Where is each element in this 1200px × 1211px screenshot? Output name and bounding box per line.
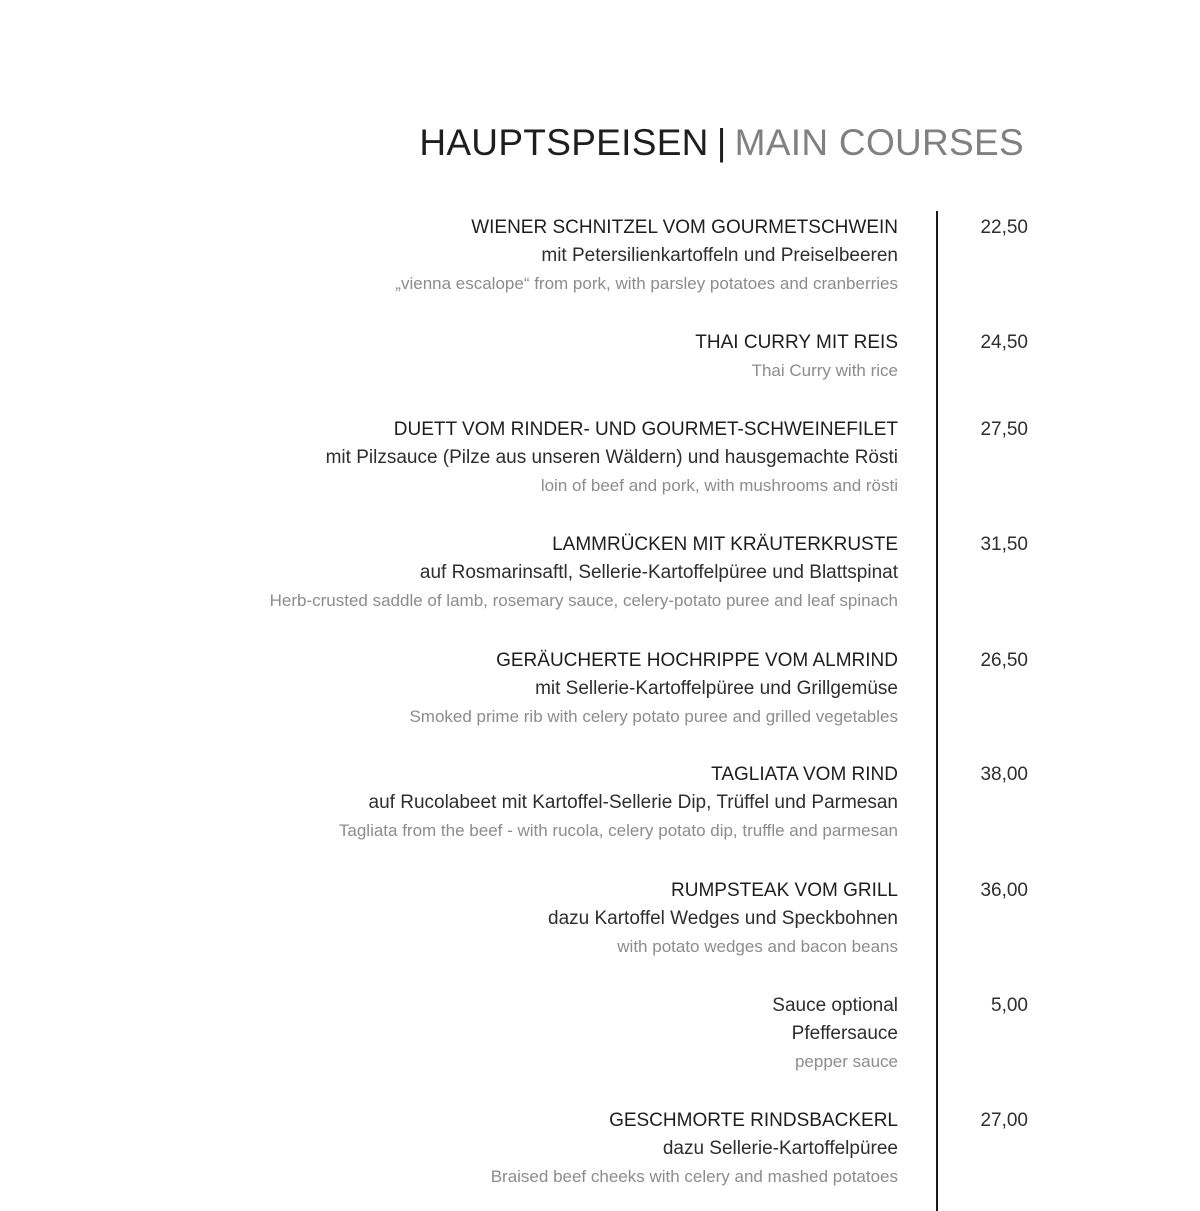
dish-description-en: Smoked prime rib with celery potato puree and grilled vegetables xyxy=(409,707,898,726)
dish-name: WIENER SCHNITZEL VOM GOURMETSCHWEIN xyxy=(471,217,898,238)
menu-item-description xyxy=(409,647,898,731)
dish-description-de: mit Sellerie-Kartoffelpüree und Grillgemüse xyxy=(535,678,898,699)
menu-item-rumpsteak xyxy=(100,877,1100,967)
dish-name: DUETT VOM RINDER- UND GOURMET-SCHWEINEFILET xyxy=(393,419,898,440)
dish-description-de: Pfeffersauce xyxy=(791,1023,898,1044)
dish-description-de: dazu Sellerie-Kartoffelpüree xyxy=(662,1138,898,1159)
dish-price: 27,50 xyxy=(980,419,1028,440)
title-separator: | xyxy=(716,122,727,163)
dish-name: TAGLIATA VOM RIND xyxy=(711,764,898,785)
dish-description-en: pepper sauce xyxy=(794,1052,898,1071)
menu-item-sauce-optional xyxy=(100,992,1100,1082)
title-english: MAIN COURSES xyxy=(734,122,1024,163)
title-german: HAUPTSPEISEN xyxy=(419,122,709,163)
dish-description-en: loin of beef and pork, with mushrooms and rösti xyxy=(540,476,898,495)
dish-name: GESCHMORTE RINDSBACKERL xyxy=(609,1110,898,1131)
menu-item-tagliata xyxy=(100,761,1100,851)
menu-item-description xyxy=(548,877,898,961)
menu-item-description xyxy=(326,416,898,500)
menu-item-description xyxy=(395,214,898,298)
dish-name: RUMPSTEAK VOM GRILL xyxy=(671,880,898,901)
dish-price: 27,00 xyxy=(980,1110,1028,1131)
dish-description-de: mit Pilzsauce (Pilze aus unseren Wäldern) und hausgemachte Rösti xyxy=(325,447,898,468)
dish-price: 5,00 xyxy=(991,995,1028,1016)
dish-description-en: Braised beef cheeks with celery and mashed potatoes xyxy=(490,1167,898,1186)
menu-item-description xyxy=(772,992,898,1076)
menu-item-description xyxy=(270,531,898,615)
menu-item-description xyxy=(695,329,898,385)
page-title xyxy=(419,122,1024,164)
dish-description-de: dazu Kartoffel Wedges und Speckbohnen xyxy=(548,908,898,929)
dish-name: LAMMRÜCKEN MIT KRÄUTERKRUSTE xyxy=(552,534,898,555)
menu-item-thai-curry xyxy=(100,329,1100,419)
menu-item-description xyxy=(339,761,898,845)
dish-description-en: with potato wedges and bacon beans xyxy=(617,937,898,956)
dish-description-en: Tagliata from the beef - with rucola, celery potato dip, truffle and parmesan xyxy=(338,821,898,840)
dish-price: 26,50 xyxy=(980,650,1028,671)
dish-name: GERÄUCHERTE HOCHRIPPE VOM ALMRIND xyxy=(496,650,898,671)
dish-description-en: Herb-crusted saddle of lamb, rosemary sauce, celery-potato puree and leaf spinach xyxy=(269,591,898,610)
menu-item-hochrippe xyxy=(100,647,1100,737)
dish-name: Sauce optional xyxy=(772,995,898,1016)
dish-description-de: mit Petersilienkartoffeln und Preiselbeeren xyxy=(541,245,898,266)
dish-price: 22,50 xyxy=(980,217,1028,238)
dish-price: 38,00 xyxy=(980,764,1028,785)
dish-price: 24,50 xyxy=(980,332,1028,353)
dish-price: 36,00 xyxy=(980,880,1028,901)
menu-item-wiener-schnitzel xyxy=(100,214,1100,304)
dish-description-de: auf Rosmarinsaftl, Sellerie-Kartoffelpüree und Blattspinat xyxy=(419,562,898,583)
dish-description-en: „vienna escalope“ from pork, with parsley potatoes and cranberries xyxy=(395,274,898,293)
menu-item-description xyxy=(491,1107,898,1191)
dish-price: 31,50 xyxy=(980,534,1028,555)
dish-description-de: auf Rucolabeet mit Kartoffel-Sellerie Dip, Trüffel und Parmesan xyxy=(368,792,898,813)
dish-description-en: Thai Curry with rice xyxy=(751,361,898,380)
menu-item-duett-filet xyxy=(100,416,1100,506)
dish-name: THAI CURRY MIT REIS xyxy=(695,332,898,353)
menu-item-rindsbackerl xyxy=(100,1107,1100,1197)
menu-item-lammruecken xyxy=(100,531,1100,621)
